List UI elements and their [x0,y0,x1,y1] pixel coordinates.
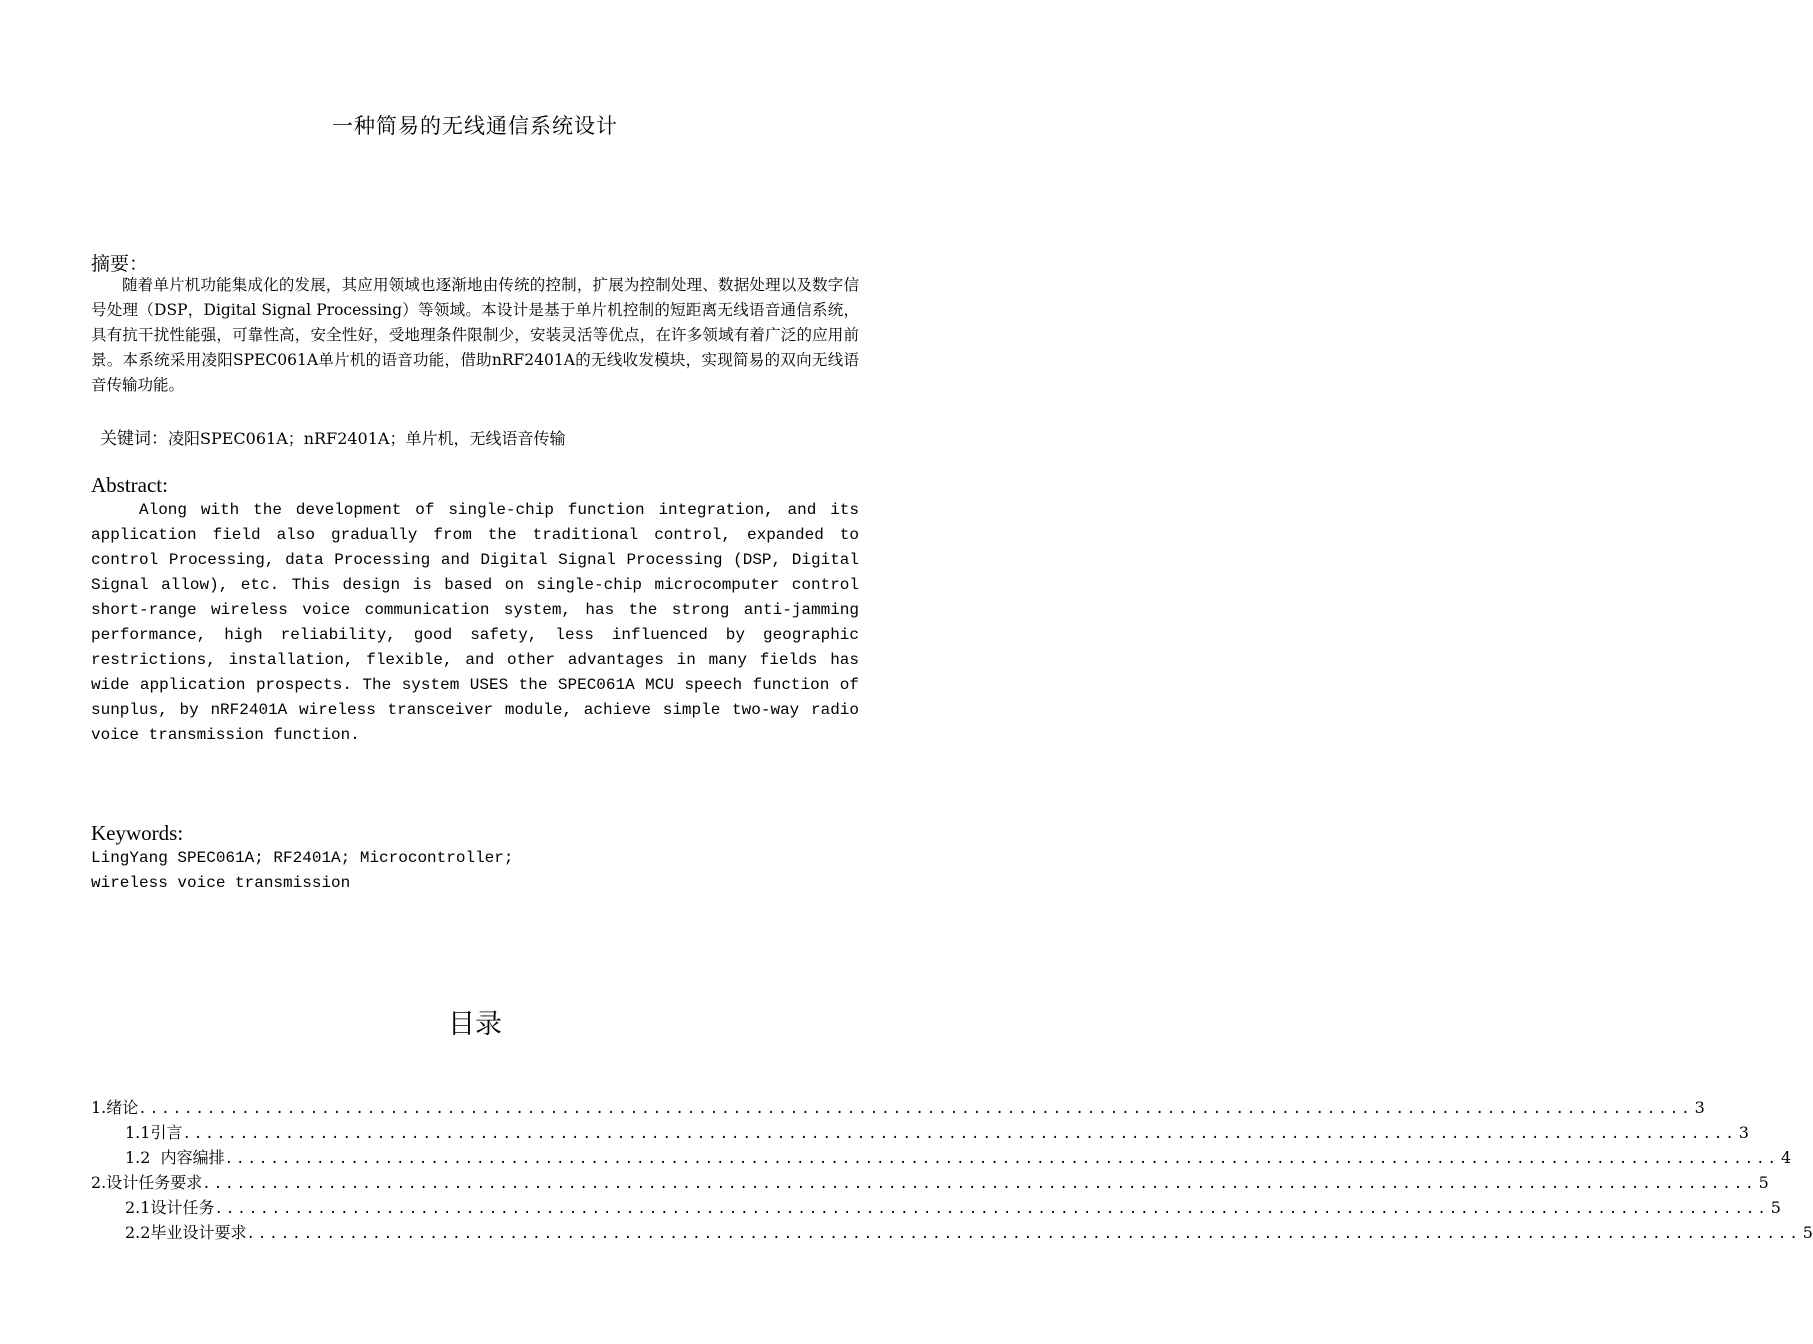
toc-entry[interactable] [91,1120,1749,1145]
page-title: 一种简易的无线通信系统设计 [332,114,618,138]
toc-entry-label: 2.2毕业设计要求 [125,1223,247,1242]
keywords-cn [100,424,565,449]
toc-entry[interactable] [91,1220,1813,1245]
toc-leader-dots: ........................................................................................................................................ [202,1176,1757,1192]
toc-entry-label: 1.1引言 [125,1123,183,1142]
toc-entry[interactable] [91,1170,1769,1195]
toc-entry-page: 4 [1780,1148,1792,1167]
keywords-cn-value: 凌阳SPEC061A；nRF2401A；单片机，无线语音传输 [168,429,566,448]
toc-entry-page: 5 [1802,1223,1813,1242]
keywords-en-heading: Keywords: [91,821,184,845]
abstract-cn-heading: 摘要： [91,253,149,275]
abstract-en-body: Along with the development of single-chip function integration, and its application field also gradually from the traditional control, expanded to control Processing, data Processing and Digital Signal Processing (DSP, Digital Signal allow), etc. This design is based on single-chip microcomputer control short-range wireless voice communication system, has the strong anti-jamming performance, high reliability, good safety, less influenced by geographic restrictions, installation, flexible, and other advantages in many fields has wide application prospects. The system USES the SPEC061A MCU speech function of sunplus, by nRF2401A wireless transceiver module, achieve simple two-way radio voice transmission function. [91,501,859,744]
keywords-en-line2: wireless voice transmission [91,874,351,892]
toc-entry-page: 3 [1738,1123,1749,1142]
toc-entry[interactable] [91,1195,1781,1220]
table-of-contents [91,1095,1813,1245]
toc-title: 目录 [448,1009,502,1040]
toc-leader-dots: ........................................................................................................................................ [246,1226,1801,1242]
toc-entry[interactable] [91,1095,1705,1120]
abstract-en-heading: Abstract: [91,473,168,497]
toc-leader-dots: ........................................................................................................................................ [224,1151,1779,1167]
keywords-en-line1: LingYang SPEC061A; RF2401A; Microcontroller; [91,849,514,867]
toc-entry[interactable] [91,1145,1792,1170]
abstract-cn-body: 随着单片机功能集成化的发展，其应用领域也逐渐地由传统的控制，扩展为控制处理、数据处理以及数字信号处理（DSP，Digital Signal Processing）等领域。本设计是基于单片机控制的短距离无线语音通信系统，具有抗干扰性能强，可靠性高，安全性好，受地理条件限制少，安装灵活等优点，在许多领域有着广泛的应用前景。本系统采用凌阳SPEC061A单片机的语音功能，借助nRF2401A的无线收发模块，实现简易的双向无线语音传输功能。 [91,276,859,394]
toc-entry-label: 2.1设计任务 [125,1198,215,1217]
toc-entry-label: 1.2 内容编排 [125,1148,225,1167]
toc-entry-page: 5 [1770,1198,1781,1217]
toc-entry-label: 2.设计任务要求 [91,1173,203,1192]
keywords-cn-label: 关键词： [100,429,168,449]
toc-leader-dots: ........................................................................................................................................ [182,1126,1737,1142]
toc-leader-dots: ........................................................................................................................................ [138,1101,1693,1117]
toc-entry-label: 1.绪论 [91,1098,139,1117]
toc-entry-page: 5 [1758,1173,1769,1192]
toc-entry-page: 3 [1694,1098,1705,1117]
toc-leader-dots: ........................................................................................................................................ [214,1201,1769,1217]
